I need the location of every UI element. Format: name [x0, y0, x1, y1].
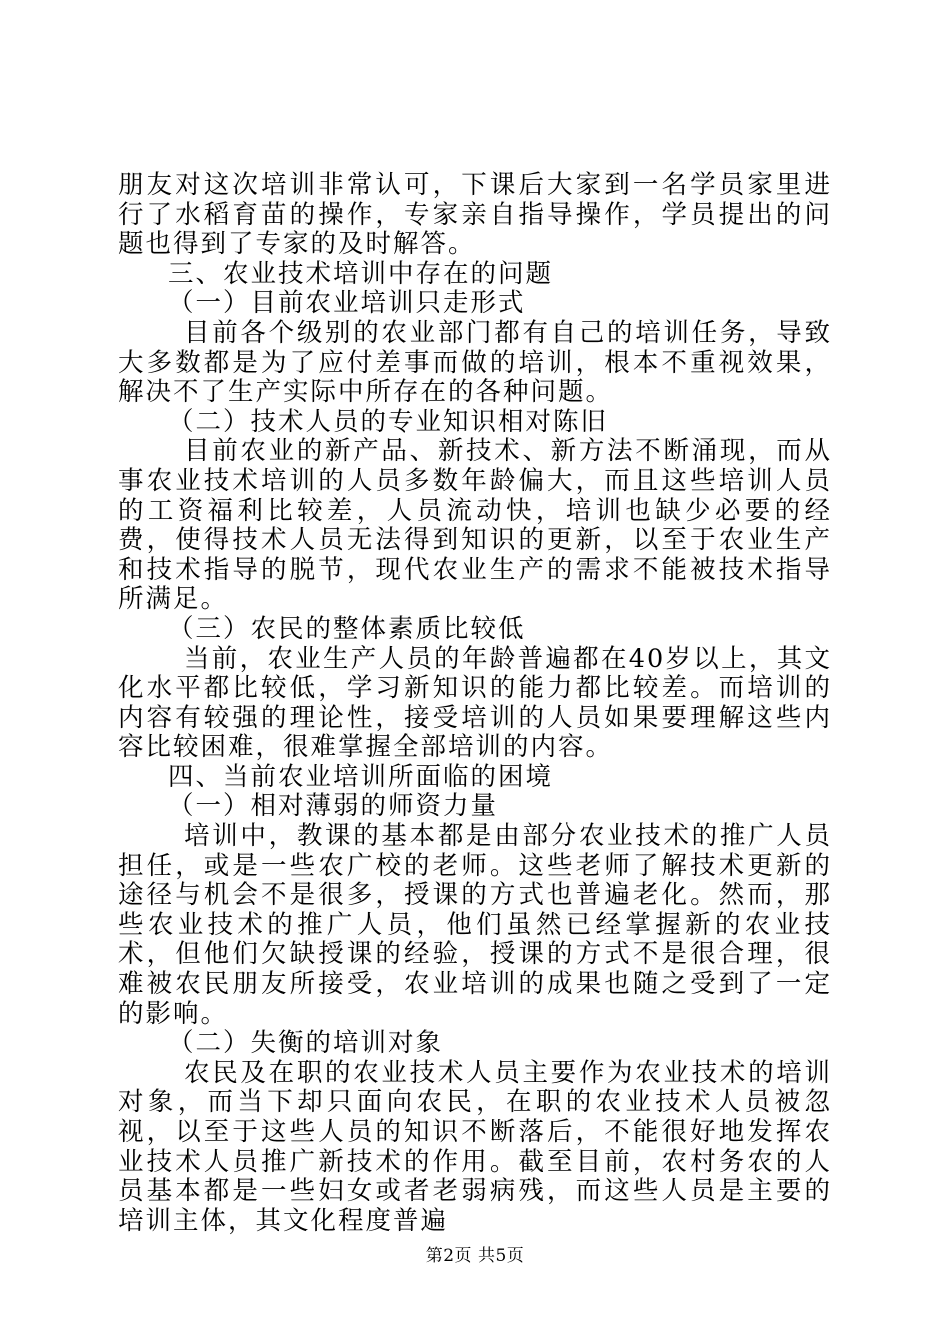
- section-heading-4: 四、当前农业培训所面临的困境: [168, 761, 554, 792]
- paragraph-3-2: 目前农业的新产品、新技术、新方法不断涌现，而从事农业技术培训的人员多数年龄偏大，而且这些培训人员的工资福利比较差，人员流动快，培训也缺少必要的经费，使得技术人员无法得到知识的更新，以至于农业生产和技术指导的脱节，现代农业生产的需求不能被技术指导所满足。: [118, 436, 832, 615]
- subheading-4-2: （二）失衡的培训对象: [168, 1028, 444, 1059]
- paragraph-continuation: 朋友对这次培训非常认可，下课后大家到一名学员家里进行了水稻育苗的操作，专家亲自指导操作，学员提出的问题也得到了专家的及时解答。: [118, 170, 832, 260]
- subheading-3-2: （二）技术人员的专业知识相对陈旧: [168, 406, 609, 437]
- paragraph-3-3: 当前，农业生产人员的年龄普遍都在40岁以上，其文化水平都比较低，学习新知识的能力都比较差。而培训的内容有较强的理论性，接受培训的人员如果要理解这些内容比较困难，很难掌握全部培训的内容。: [118, 643, 832, 763]
- paragraph-4-1: 培训中，教课的基本都是由部分农业技术的推广人员担任，或是一些农广校的老师。这些老师了解技术更新的途径与机会不是很多，授课的方式也普遍老化。然而，那些农业技术的推广人员，他们虽然已经掌握新的农业技术，但他们欠缺授课的经验，授课的方式不是很合理，很难被农民朋友所接受，农业培训的成果也随之受到了一定的影响。: [118, 821, 832, 1029]
- document-body: [118, 171, 832, 1236]
- subheading-3-1: （一）目前农业培训只走形式: [168, 288, 526, 319]
- page-footer: 第2页 共5页: [425, 1246, 525, 1266]
- paragraph-4-2: 农民及在职的农业技术人员主要作为农业技术的培训对象，而当下却只面向农民，在职的农业技术人员被忽视，以至于这些人员的知识不断落后，不能很好地发挥农业技术人员推广新技术的作用。截至目前，农村务农的人员基本都是一些妇女或者老弱病残，而这些人员是主要的培训主体，其文化程度普遍: [118, 1057, 832, 1236]
- paragraph-3-1: 目前各个级别的农业部门都有自己的培训任务，导致大多数都是为了应付差事而做的培训，根本不重视效果，解决不了生产实际中所存在的各种问题。: [118, 317, 832, 408]
- subheading-3-3: （三）农民的整体素质比较低: [168, 613, 526, 644]
- subheading-4-1: （一）相对薄弱的师资力量: [168, 791, 499, 822]
- section-heading-3: 三、农业技术培训中存在的问题: [168, 258, 554, 289]
